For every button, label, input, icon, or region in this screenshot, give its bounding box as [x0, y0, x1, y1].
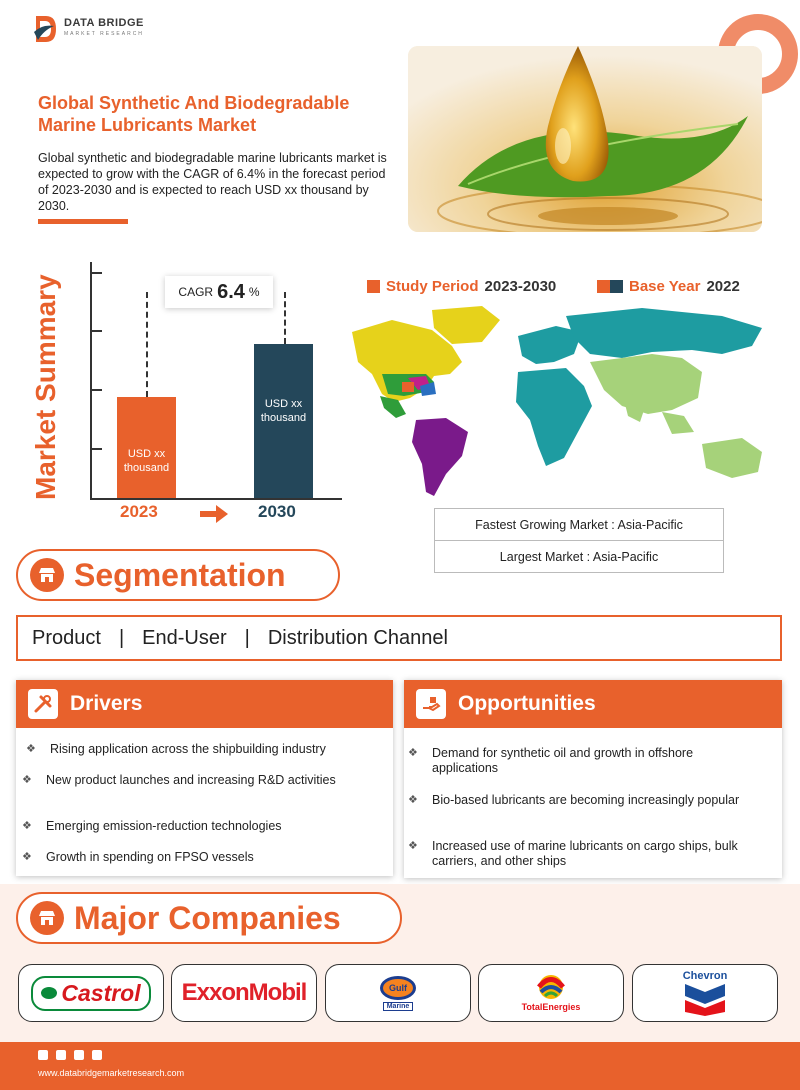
store-icon [30, 901, 64, 935]
chevron-logo: Chevron [682, 970, 728, 982]
list-item: ❖ Rising application across the shipbuilding industry [26, 742, 326, 756]
opportunities-card [404, 680, 782, 878]
drivers-title: Drivers [70, 692, 143, 715]
segmentation-title: Segmentation [74, 556, 286, 593]
segment-distribution-channel: Distribution Channel [267, 626, 448, 649]
chart-y-axis [90, 262, 92, 500]
store-icon [30, 558, 64, 592]
y-tick [90, 330, 102, 332]
chart-x-axis [90, 498, 342, 500]
list-item: ❖ New product launches and increasing R&D activities [22, 773, 336, 787]
y-tick [90, 389, 102, 391]
bar-2023-dashed-line [146, 292, 148, 397]
market-summary-label: Market Summary [30, 274, 61, 500]
diamond-bullet-icon: ❖ [408, 840, 418, 852]
exxonmobil-logo: ExxonMobil [181, 979, 307, 1006]
legend-swatch-orange [367, 280, 380, 293]
footer [0, 1042, 800, 1090]
legend-base-year [597, 278, 740, 295]
hero-image [408, 46, 762, 232]
instagram-icon[interactable] [92, 1050, 102, 1060]
intro-underline [38, 219, 128, 224]
tools-icon [28, 689, 58, 719]
brand-tagline: MARKET RESEARCH [64, 31, 144, 37]
y-tick [90, 272, 102, 274]
brand-name: DATA BRIDGE [64, 17, 144, 29]
castrol-logo: Castrol [31, 976, 150, 1011]
companies-title: Major Companies [74, 899, 341, 936]
diamond-bullet-icon: ❖ [408, 794, 418, 806]
cagr-label: CAGR [178, 285, 214, 299]
totalenergies-emblem-icon [529, 974, 573, 1000]
cagr-value: 6.4 [217, 280, 245, 303]
opportunities-title: Opportunities [458, 692, 596, 715]
oil-drop-leaf-illustration [408, 46, 762, 232]
diamond-bullet-icon: ❖ [22, 774, 32, 786]
bar-2030 [254, 344, 313, 498]
hand-growth-icon [416, 689, 446, 719]
bar-2023-label: USD xx thousand [123, 447, 170, 474]
world-map [322, 302, 800, 500]
page-title: Global Synthetic And Biodegradable Marine Lubricants Market [38, 93, 350, 135]
segment-separator: | [118, 626, 125, 649]
company-gulf [325, 964, 471, 1022]
opportunities-header [404, 680, 782, 728]
segment-separator: | [244, 626, 250, 649]
diamond-bullet-icon: ❖ [408, 747, 418, 759]
company-exxonmobil [171, 964, 317, 1022]
facebook-icon[interactable] [56, 1050, 66, 1060]
diamond-bullet-icon: ❖ [26, 743, 36, 755]
legend-study-value: 2023-2030 [484, 278, 557, 295]
drivers-header [16, 680, 393, 728]
bar-2030-dashed-line [284, 292, 286, 344]
brand-logo [32, 14, 172, 44]
totalenergies-logo: TotalEnergies [521, 1002, 581, 1012]
list-item: ❖ Increased use of marine lubricants on cargo ships, bulk carriers, and other ships [408, 839, 738, 868]
companies-header [16, 892, 402, 944]
list-item: ❖ Demand for synthetic oil and growth in offshore applications [408, 746, 694, 775]
company-chevron [632, 964, 778, 1022]
legend-study-label: Study Period [386, 278, 479, 295]
segment-product: Product [32, 626, 101, 649]
largest-market: Largest Market : Asia-Pacific [434, 540, 724, 573]
company-castrol [18, 964, 164, 1022]
intro-text: Global synthetic and biodegradable marine lubricants market is expected to grow with the CAGR of 6.4% in the forecast period of 2023-2030 and is expected to reach USD xx thousand by 2030. [38, 151, 387, 213]
castrol-emblem-icon [41, 987, 57, 999]
chevron-emblem-icon [683, 982, 727, 1016]
diamond-bullet-icon: ❖ [22, 851, 32, 863]
social-links[interactable] [38, 1050, 102, 1060]
bar-2023 [117, 397, 176, 498]
segmentation-header [16, 549, 340, 601]
legend-swatch-pair [597, 280, 623, 293]
legend-study-period [367, 278, 556, 295]
logo-mark-icon [32, 14, 58, 44]
twitter-icon[interactable] [74, 1050, 84, 1060]
arrow-right-icon [200, 505, 228, 523]
fastest-growing-market: Fastest Growing Market : Asia-Pacific [434, 508, 724, 541]
whatsapp-icon[interactable] [38, 1050, 48, 1060]
website-link[interactable]: www.databridgemarketresearch.com [38, 1068, 185, 1078]
bar-2030-label: USD xx thousand [260, 398, 307, 424]
list-item: ❖ Growth in spending on FPSO vessels [22, 850, 254, 864]
list-item: ❖ Emerging emission-reduction technologies [22, 819, 282, 833]
y-tick [90, 448, 102, 450]
drivers-card [16, 680, 393, 876]
cagr-unit: % [248, 285, 260, 299]
company-totalenergies [478, 964, 624, 1022]
diamond-bullet-icon: ❖ [22, 820, 32, 832]
segment-end-user: End-User [142, 626, 227, 649]
legend-base-value: 2022 [706, 278, 740, 295]
gulf-logo: Gulf [380, 976, 416, 1000]
list-item: ❖ Bio-based lubricants are becoming increasingly popular [408, 793, 740, 807]
year-start-label: 2023 [120, 502, 158, 521]
year-end-label: 2030 [258, 502, 296, 521]
gulf-sublabel: Marine [383, 1002, 414, 1011]
segmentation-list [16, 615, 782, 661]
cagr-callout [165, 276, 273, 308]
legend-base-label: Base Year [629, 278, 701, 295]
